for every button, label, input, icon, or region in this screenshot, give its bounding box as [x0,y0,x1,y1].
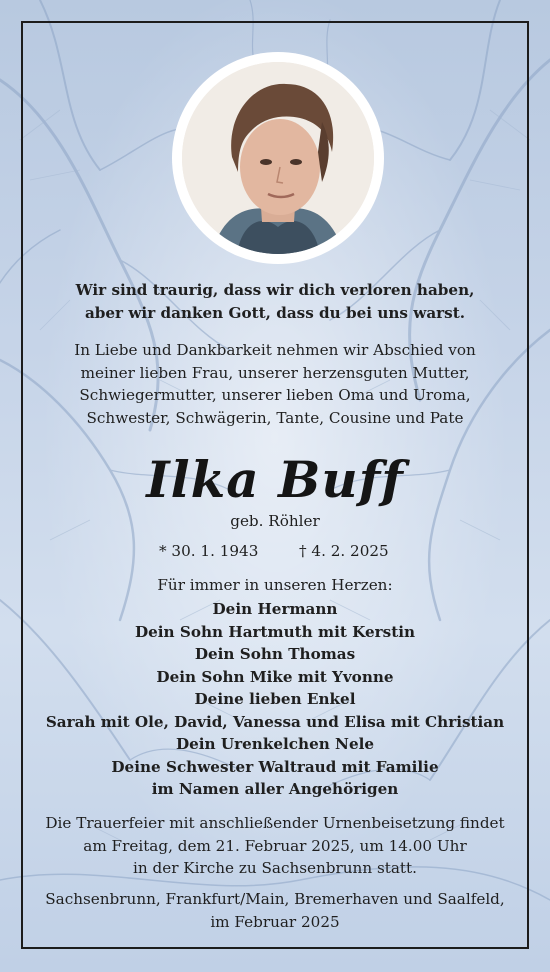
mourner-line: Dein Sohn Hartmuth mit Kerstin [134,622,416,641]
mourners-list [21,598,529,801]
mourner-line: Sarah mit Ole, David, Vanessa und Elisa mit Christian [45,712,505,731]
farewell-line: In Liebe und Dankbarkeit nehmen wir Abschied von [74,341,476,359]
mourner-line: Dein Sohn Mike mit Yvonne [156,667,394,686]
birth-date: * 30. 1. 1943 [159,542,259,560]
service-line: Die Trauerfeier mit anschließender Urnenbeisetzung findet [45,814,505,832]
deceased-name: Ilka Buff [146,450,404,509]
mourner-line: Dein Sohn Thomas [194,645,356,663]
maiden-name-text: geb. Röhler [230,512,320,530]
places-line: im Februar 2025 [210,912,340,931]
farewell-text [21,339,529,429]
mourner-line: Dein Urenkelchen Nele [175,735,375,753]
service-line: in der Kirche zu Sachsenbrunn statt. [133,859,417,877]
portrait-photo [182,62,374,254]
places-line: Sachsenbrunn, Frankfurt/Main, Bremerhaven und Saalfeld, [45,890,505,908]
mourner-line: Deine lieben Enkel [194,690,356,708]
service-line: am Freitag, dem 21. Februar 2025, um 14.00 Uhr [83,836,467,855]
farewell-line: Schwiegermutter, unserer lieben Oma und Uroma, [79,386,471,404]
mourner-line: im Namen aller Angehörigen [151,780,399,798]
intro-text [21,279,529,324]
farewell-line: Schwester, Schwägerin, Tante, Cousine und Pate [86,408,464,427]
hearts-line [21,574,529,597]
mourner-line: Deine Schwester Waltraud mit Familie [111,757,439,776]
mourner-line: Dein Hermann [212,600,338,618]
intro-line: Wir sind traurig, dass wir dich verloren haben, [75,281,475,299]
hearts-line-text: Für immer in unseren Herzen: [157,576,393,594]
service-info [21,812,529,880]
death-date: † 4. 2. 2025 [299,542,389,560]
intro-line: aber wir danken Gott, dass du bei uns warst. [84,303,466,322]
farewell-line: meiner lieben Frau, unserer herzensguten Mutter, [80,363,470,382]
places-dateline [21,888,529,933]
maiden-name [21,510,529,533]
